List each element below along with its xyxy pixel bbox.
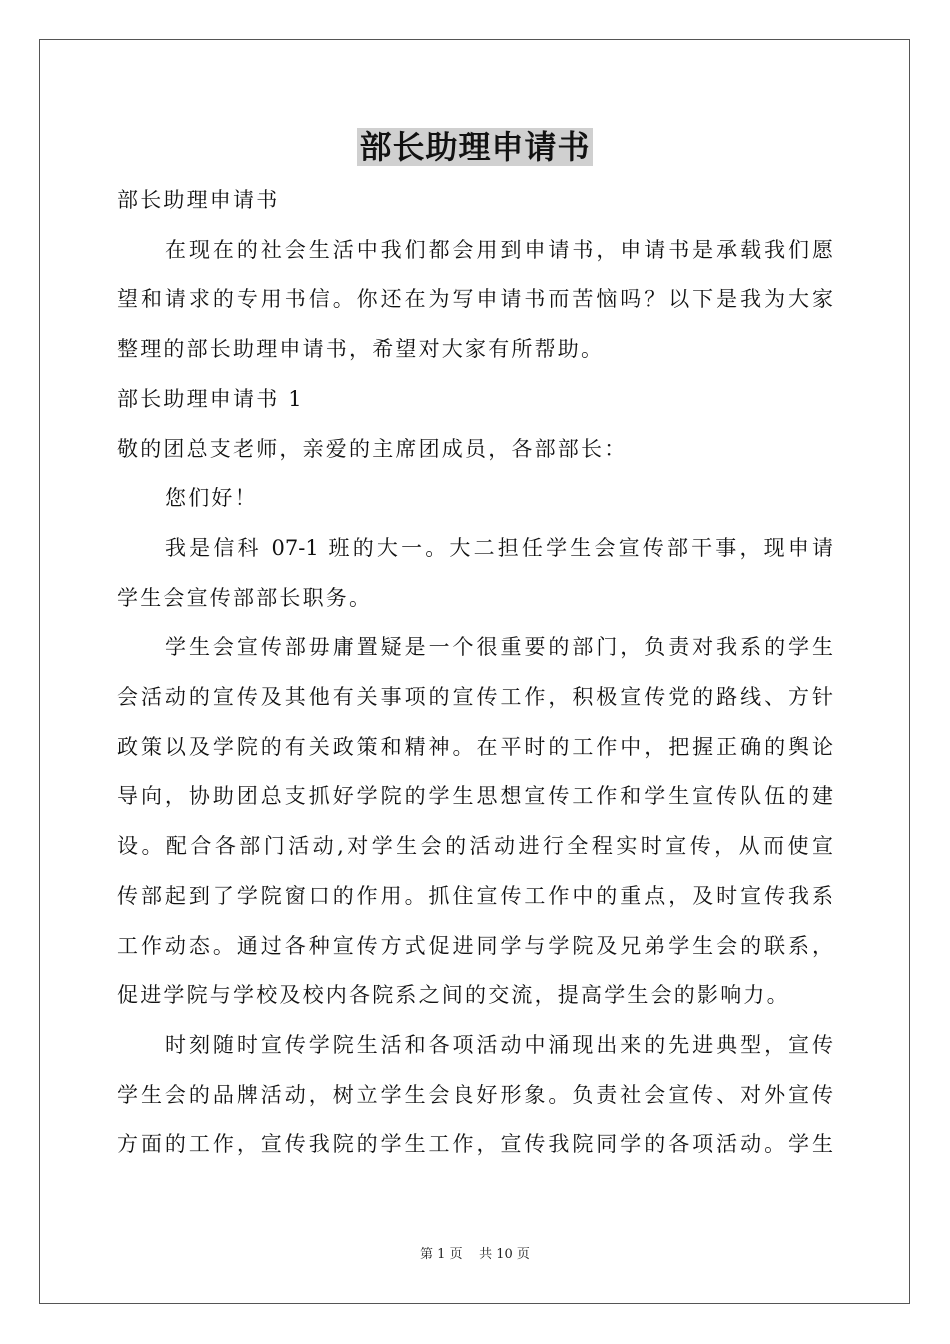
text-line: 整理的部长助理申请书，希望对大家有所帮助。	[117, 337, 605, 362]
page-number: 第 1 页	[420, 1247, 463, 1262]
text-line: 望和请求的专用书信。你还在为写申请书而苦恼吗？以下是我为大家	[117, 287, 833, 312]
text-line: 学生会宣传部部长职务。	[117, 585, 373, 610]
page-total: 共 10 页	[479, 1247, 530, 1262]
text-line: 在现在的社会生活中我们都会用到申请书，申请书是承载我们愿	[165, 237, 833, 262]
text-line: 设。配合各部门活动,对学生会的活动进行全程实时宣传，从而使宣	[117, 834, 833, 859]
text-line: 促进学院与学校及校内各院系之间的交流，提高学生会的影响力。	[117, 983, 790, 1008]
text-line: 方面的工作，宣传我院的学生工作，宣传我院同学的各项活动。学生	[117, 1132, 833, 1157]
text-line: 政策以及学院的有关政策和精神。在平时的工作中，把握正确的舆论	[117, 734, 833, 759]
text-line: 部长助理申请书 1	[117, 386, 304, 411]
document-body	[117, 176, 833, 1170]
text-line: 传部起到了学院窗口的作用。抓住宣传工作中的重点，及时宣传我系	[117, 883, 833, 908]
title-area	[0, 128, 950, 166]
text-line: 会活动的宣传及其他有关事项的宣传工作，积极宣传党的路线、方针	[117, 685, 833, 710]
text-line: 学生会宣传部毋庸置疑是一个很重要的部门，负责对我系的学生	[165, 635, 833, 660]
text-line: 您们好！	[165, 486, 258, 511]
text-line: 学生会的品牌活动，树立学生会良好形象。负责社会宣传、对外宣传	[117, 1082, 833, 1107]
text-line: 时刻随时宣传学院生活和各项活动中涌现出来的先进典型，宣传	[165, 1032, 833, 1057]
text-line: 敬的团总支老师，亲爱的主席团成员，各部部长：	[117, 436, 628, 461]
text-line: 导向，协助团总支抓好学院的学生思想宣传工作和学生宣传队伍的建	[117, 784, 833, 809]
text-line: 部长助理申请书	[117, 188, 280, 212]
text-line: 工作动态。通过各种宣传方式促进同学与学院及兄弟学生会的联系，	[117, 933, 833, 958]
document-title: 部长助理申请书	[359, 128, 591, 166]
text-line: 我是信科 07-1 班的大一。大二担任学生会宣传部干事，现申请	[165, 535, 833, 560]
page-footer	[0, 1246, 950, 1264]
